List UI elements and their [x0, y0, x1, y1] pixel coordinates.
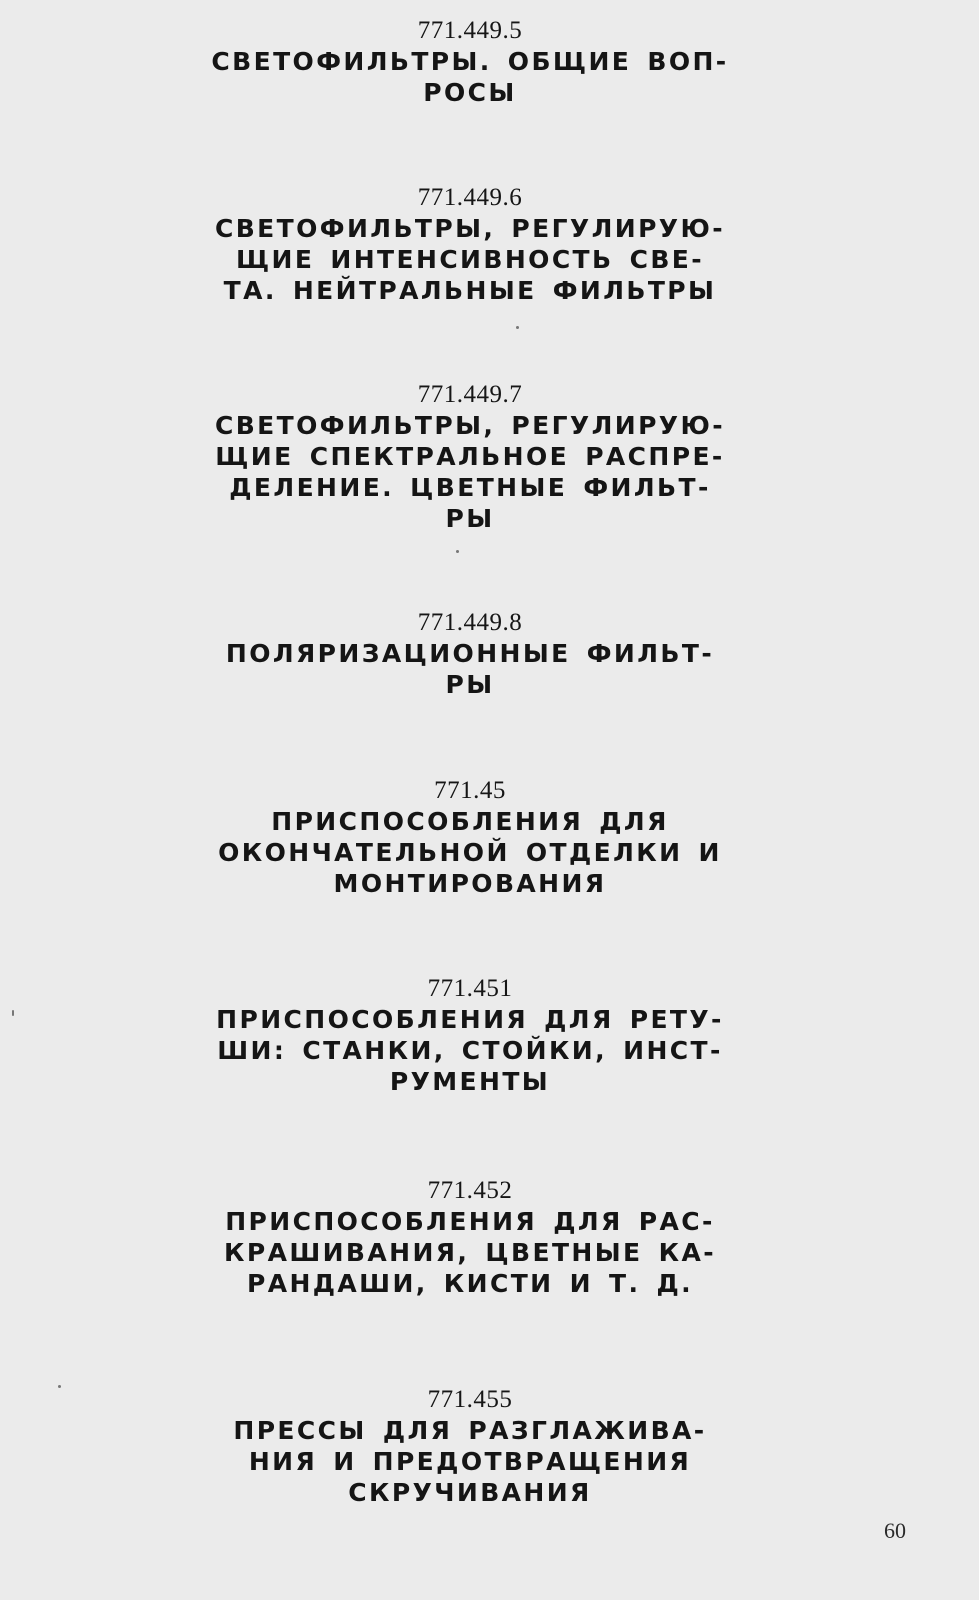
entry-771-45 — [150, 776, 790, 899]
heading-line: РЫ — [445, 504, 495, 533]
heading-line: РЫ — [445, 670, 495, 699]
heading-line: НИЯ И ПРЕДОТВРАЩЕНИЯ — [248, 1447, 692, 1476]
classification-code: 771.449.8 — [417, 609, 523, 636]
heading-line: СВЕТОФИЛЬТРЫ. ОБЩИЕ ВОП- — [211, 47, 729, 76]
entry-heading — [150, 806, 790, 899]
entry-771-449-7 — [150, 380, 790, 534]
print-speck — [12, 1010, 14, 1016]
heading-line: МОНТИРОВАНИЯ — [333, 869, 607, 898]
classification-code: 771.451 — [427, 975, 513, 1002]
heading-line: ДЕЛЕНИЕ. ЦВЕТНЫЕ ФИЛЬТ- — [229, 473, 711, 502]
print-speck — [58, 1385, 61, 1388]
entry-heading — [150, 1206, 790, 1299]
heading-line: ЩИЕ СПЕКТРАЛЬНОЕ РАСПРЕ- — [215, 442, 725, 471]
entry-heading — [150, 213, 790, 306]
heading-line: РОСЫ — [423, 78, 517, 107]
entry-771-449-8 — [150, 608, 790, 700]
heading-line: СВЕТОФИЛЬТРЫ, РЕГУЛИРУЮ- — [214, 411, 725, 440]
heading-line: ПРИСПОСОБЛЕНИЯ ДЛЯ — [271, 807, 669, 836]
heading-line: ТА. НЕЙТРАЛЬНЫЕ ФИЛЬТРЫ — [223, 276, 717, 305]
entry-771-449-6 — [150, 183, 790, 306]
heading-line: ПРЕССЫ ДЛЯ РАЗГЛАЖИВА- — [233, 1416, 707, 1445]
entry-771-452 — [150, 1176, 790, 1299]
classification-code: 771.449.5 — [417, 17, 523, 44]
classification-code: 771.455 — [427, 1386, 513, 1413]
heading-line: КРАШИВАНИЯ, ЦВЕТНЫЕ КА- — [224, 1238, 716, 1267]
heading-line: ПОЛЯРИЗАЦИОННЫЕ ФИЛЬТ- — [225, 639, 715, 668]
entry-heading — [150, 46, 790, 108]
classification-code: 771.452 — [427, 1177, 513, 1204]
classification-code: 771.449.7 — [417, 381, 523, 408]
heading-line: РАНДАШИ, КИСТИ И Т. Д. — [246, 1269, 694, 1298]
heading-line: ЩИЕ ИНТЕНСИВНОСТЬ СВЕ- — [235, 245, 705, 274]
print-speck — [456, 550, 459, 553]
entry-771-449-5 — [150, 16, 790, 108]
heading-line: ПРИСПОСОБЛЕНИЯ ДЛЯ РАС- — [225, 1207, 715, 1236]
heading-line: РУМЕНТЫ — [389, 1067, 551, 1096]
heading-line: СВЕТОФИЛЬТРЫ, РЕГУЛИРУЮ- — [214, 214, 725, 243]
entry-heading — [150, 1415, 790, 1508]
heading-line: ПРИСПОСОБЛЕНИЯ ДЛЯ РЕТУ- — [216, 1005, 724, 1034]
classification-code: 771.45 — [434, 777, 506, 804]
entry-heading — [150, 1004, 790, 1097]
heading-line: СКРУЧИВАНИЯ — [348, 1478, 592, 1507]
page-number: 60 — [884, 1518, 906, 1543]
entry-heading — [150, 410, 790, 534]
entry-771-451 — [150, 974, 790, 1097]
heading-line: ШИ: СТАНКИ, СТОЙКИ, ИНСТ- — [217, 1036, 723, 1065]
heading-line: ОКОНЧАТЕЛЬНОЙ ОТДЕЛКИ И — [218, 838, 722, 867]
entry-heading — [150, 638, 790, 700]
entry-771-455 — [150, 1385, 790, 1508]
print-speck — [516, 326, 519, 329]
classification-code: 771.449.6 — [417, 184, 523, 211]
